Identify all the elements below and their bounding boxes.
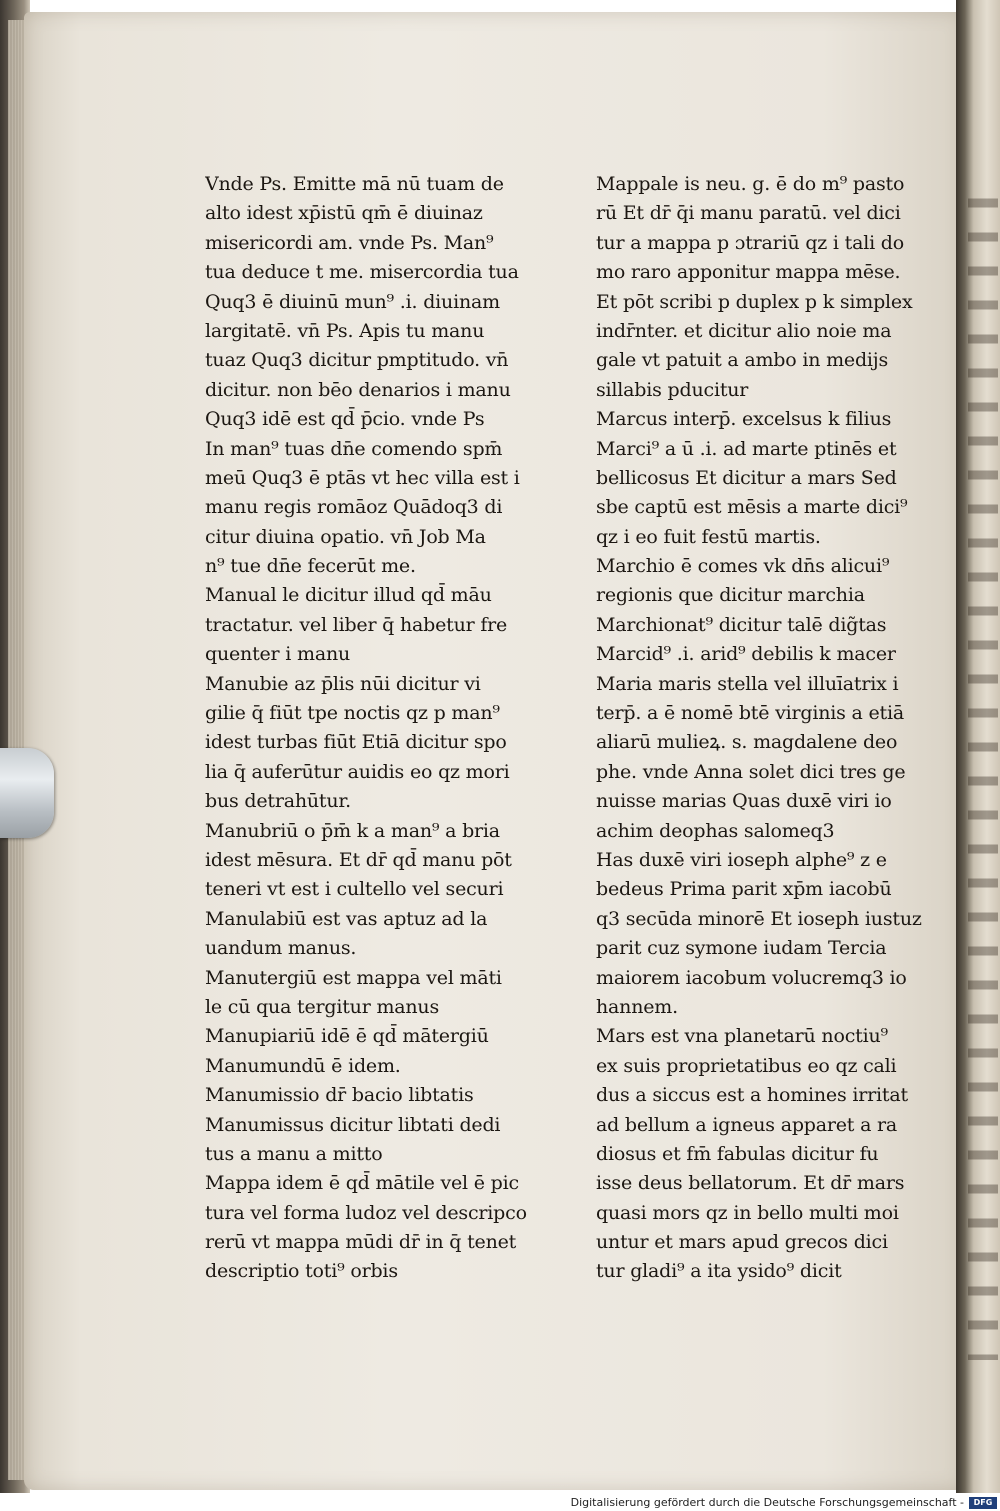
text-line: idest turbas fiūt Etiā dicitur spo [205,731,507,754]
text-line: Quq3 ē diuinū mun⁹ .i. diuinam [205,290,500,313]
text-column-left [205,170,545,1287]
text-line: meū Quq3 ē ptās vt hec villa est i [205,466,520,489]
text-line: maiorem iacobum volucremq3 io [596,966,907,989]
text-line: Maria maris stella vel illuīatrix i [596,672,899,695]
text-line: teneri vt est i cultello vel securi [205,878,504,901]
text-line: Marcus interp̄. excelsus k filius [596,408,892,431]
text-line: Quq3 idē est qd̄ p̄cio. vnde Ps [205,408,485,431]
text-line: gilie q̄ fiūt tpe noctis qz p man⁹ [205,702,500,725]
text-line: descriptio toti⁹ orbis [205,1260,398,1283]
text-line: achim deophas salomeq3 [596,819,835,842]
text-line: uandum manus. [205,937,357,960]
text-line: Manumissio dr̄ bacio libtatis [205,1084,474,1107]
text-line: rerū vt mappa mūdi dr̄ in q̄ tenet [205,1231,517,1254]
dfg-logo: DFG [969,1497,997,1509]
text-line: idest mēsura. Et dr̄ qd̄ manu pōt [205,848,512,871]
text-line: Mappa idem ē qd̄ mātile vel ē pic [205,1172,519,1195]
text-line: gale vt patuit a ambo in medijs [596,349,889,372]
text-line: Manupiariū idē ē qd̄ mātergiū [205,1025,489,1048]
text-line: mo raro apponitur mappa mēse. [596,261,901,284]
text-line: Has duxē viri ioseph alphe⁹ z e [596,848,887,871]
text-line: sbe captū est mēsis a marte dici⁹ [596,496,908,519]
text-line: Manubriū o p̄m̄ k a man⁹ a bria [205,819,500,842]
adjacent-page-text [968,180,998,1360]
text-line: citur diuina opatio. vn̄ Job Ma [205,525,486,548]
text-line: tractatur. vel liber q̄ habetur fre [205,613,508,636]
text-line: Et pōt scribi p duplex p k simplex [596,290,913,313]
text-line: q3 secūda minorē Et ioseph iustuz [596,907,922,930]
text-line: dicitur. non bēo denarios i manu [205,378,511,401]
adjacent-page-right [956,0,1000,1495]
text-line: tur a mappa p ɔtrariū qz i tali do [596,231,905,254]
text-line: Marcid⁹ .i. arid⁹ debilis k macer [596,643,896,666]
funding-credit: Digitalisierung gefördert durch die Deutsche Forschungsgemeinschaft - [570,1496,964,1509]
text-line: untur et mars apud grecos dici [596,1231,888,1254]
text-line: n⁹ tue dn̄e fecerūt me. [205,555,416,578]
page-clip [0,748,54,838]
text-line: isse deus bellatorum. Et dr̄ mars [596,1172,905,1195]
text-line: indr̄nter. et dicitur alio noie ma [596,319,892,342]
text-column-right [596,170,942,1287]
text-line: quenter i manu [205,643,351,666]
text-line: quasi mors qz in bello multi moi [596,1201,899,1224]
text-line: lia q̄ auferūtur auidis eo qz mori [205,760,510,783]
text-line: Manual le dicitur illud qd̄ māu [205,584,492,607]
text-line: Mappale is neu. g. ē do m⁹ pasto [596,173,905,195]
text-line: diosus et fm̄ fabulas dicitur fu [596,1142,879,1165]
text-line: Manubie az p̄lis nūi dicitur vi [205,672,481,695]
text-line: aliarū mulieꝝ. s. magdalene deo [596,731,898,754]
footer-bar [0,1493,1000,1511]
text-line: qz i eo fuit festū martis. [596,525,821,548]
text-line: phe. vnde Anna solet dici tres ge [596,760,906,783]
text-line: Marci⁹ a ū .i. ad marte ptinēs et [596,437,897,460]
text-line: terp̄. a ē nomē btē virginis a etiā [596,702,904,725]
text-line: tura vel forma ludoz vel descripco [205,1201,527,1224]
text-line: sillabis pducitur [596,378,749,401]
text-line: bus detrahūtur. [205,790,352,813]
text-line: parit cuz symone iudam Tercia [596,937,887,960]
text-line: Manutergiū est mappa vel māti [205,966,502,989]
text-line: tus a manu a mitto [205,1142,383,1165]
text-line: Manumundū ē idem. [205,1054,401,1077]
text-line: Mars est vna planetarū noctiu⁹ [596,1025,888,1048]
text-line: manu regis romāoz Quādoq3 di [205,496,503,519]
text-line: bedeus Prima parit xp̄m iacobū [596,878,892,901]
text-line: rū Et dr̄ q̄i manu paratū. vel dici [596,202,901,225]
text-line: hannem. [596,995,678,1018]
text-line: ad bellum a igneus apparet a ra [596,1113,898,1136]
text-line: regionis que dicitur marchia [596,584,865,607]
text-line: ex suis proprietatibus eo qz cali [596,1054,897,1077]
text-line: tua deduce t me. misercordia tua [205,261,519,284]
text-line: largitatē. vn̄ Ps. Apis tu manu [205,319,485,342]
text-line: Marchio ē comes vk dn̄s alicui⁹ [596,555,890,578]
text-line: alto idest xp̄istū qm̄ ē diuinaz [205,202,483,225]
text-line: In man⁹ tuas dn̄e comendo spm̄ [205,437,503,460]
text-line: Manulabiū est vas aptuz ad la [205,907,488,930]
text-line: Marchionat⁹ dicitur talē dig̃tas [596,613,887,636]
text-line: bellicosus Et dicitur a mars Sed [596,466,897,489]
text-line: tur gladi⁹ a ita ysido⁹ dicit [596,1260,842,1283]
text-line: le cū qua tergitur manus [205,995,440,1018]
text-line: Vnde Ps. Emitte mā nū tuam de [205,173,504,195]
text-line: Manumissus dicitur libtati dedi [205,1113,501,1136]
text-line: tuaz Quq3 dicitur pmptitudo. vn̄ [205,349,509,372]
text-line: dus a siccus est a homines irritat [596,1084,908,1107]
text-line: nuisse marias Quas duxē viri io [596,790,892,813]
text-line: misericordi am. vnde Ps. Man⁹ [205,231,494,254]
